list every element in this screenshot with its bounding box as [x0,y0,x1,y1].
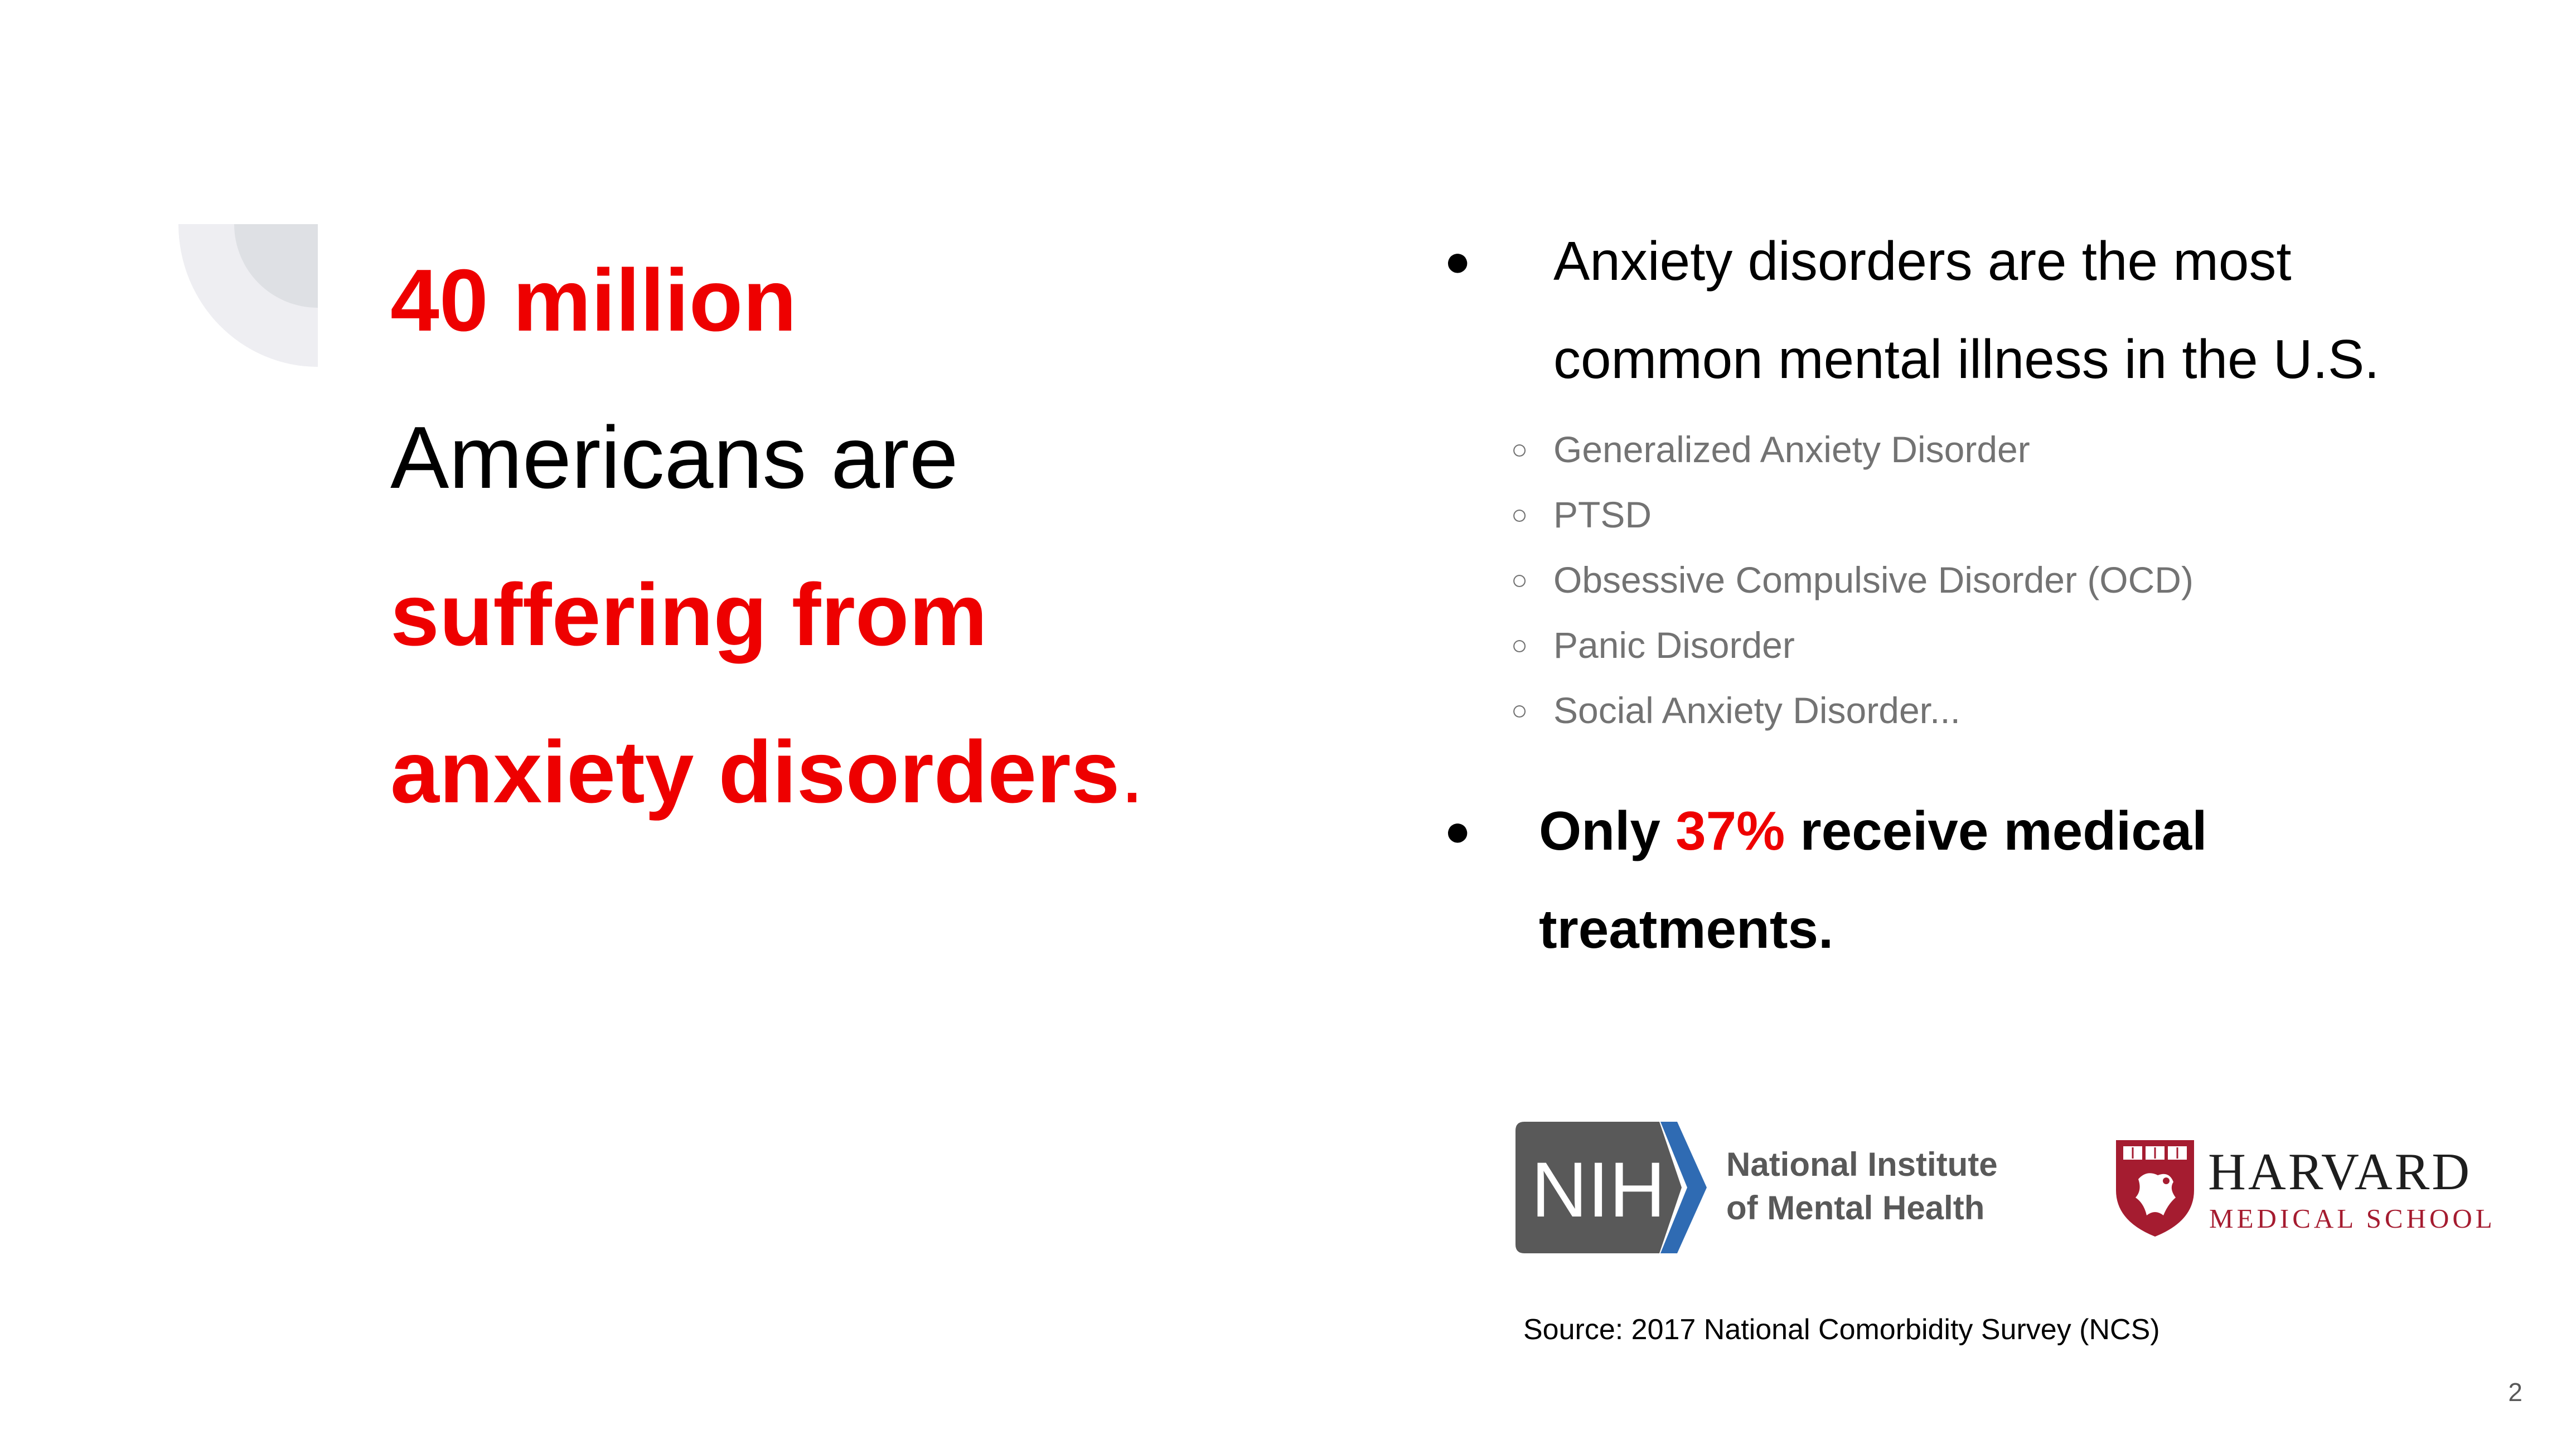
hollow-bullet-icon: ○ [1511,629,1528,661]
bullet-dot-icon: ● [1444,806,1471,855]
nih-name-line-2: of Mental Health [1726,1189,1985,1227]
hollow-bullet-icon: ○ [1511,499,1528,530]
corner-decoration-icon [178,224,318,367]
hollow-bullet-icon: ○ [1511,695,1528,726]
bullet-2-line-2: treatments. [1539,898,1834,959]
bullet-dot-icon: ● [1444,236,1471,285]
bullet-2-line-1 [1539,782,2504,880]
list-item [1511,547,2459,613]
harvard-shield-icon [2113,1137,2197,1238]
nih-name [1726,1143,1998,1230]
nih-mark: NIH [1531,1146,1666,1233]
headline-period: . [1120,723,1145,821]
list-item-label: Panic Disorder [1553,624,1795,666]
hollow-bullet-icon: ○ [1511,434,1528,465]
headline-line-3: suffering from [390,566,987,664]
headline-line-4-wrap [390,694,1338,851]
headline-line-1: 40 million [390,251,797,350]
bullet-1-line-1: Anxiety disorders are the most [1553,230,2292,292]
bullet-most-common [1444,212,2504,408]
list-item [1511,482,2459,547]
list-item [1511,678,2459,743]
list-item [1511,613,2459,678]
list-item-label: Generalized Anxiety Disorder [1553,429,2030,470]
treatment-percent: 37% [1676,800,1785,861]
list-item-label: PTSD [1553,494,1652,535]
list-item-label: Obsessive Compulsive Disorder (OCD) [1553,559,2194,600]
hollow-bullet-icon: ○ [1511,564,1528,595]
list-item-label: Social Anxiety Disorder... [1553,690,1960,731]
bullet-2-suffix: receive medical [1785,800,2207,861]
bullet-2-prefix: Only [1539,800,1676,861]
harvard-name: HARVARD [2208,1143,2472,1201]
nih-name-line-1: National Institute [1726,1146,1998,1183]
harvard-subtitle: MEDICAL SCHOOL [2209,1203,2496,1234]
headline-line-2: Americans are [390,409,958,507]
headline [390,222,1338,851]
disorder-sub-list [1511,417,2459,743]
headline-line-4: anxiety disorders [390,723,1120,821]
bullet-1-line-2: common mental illness in the U.S. [1553,328,2380,390]
bullet-treatment-rate [1444,782,2504,978]
list-item [1511,417,2459,482]
page-number: 2 [2508,1378,2522,1407]
source-citation: Source: 2017 National Comorbidity Survey (NCS) [1523,1314,2160,1346]
